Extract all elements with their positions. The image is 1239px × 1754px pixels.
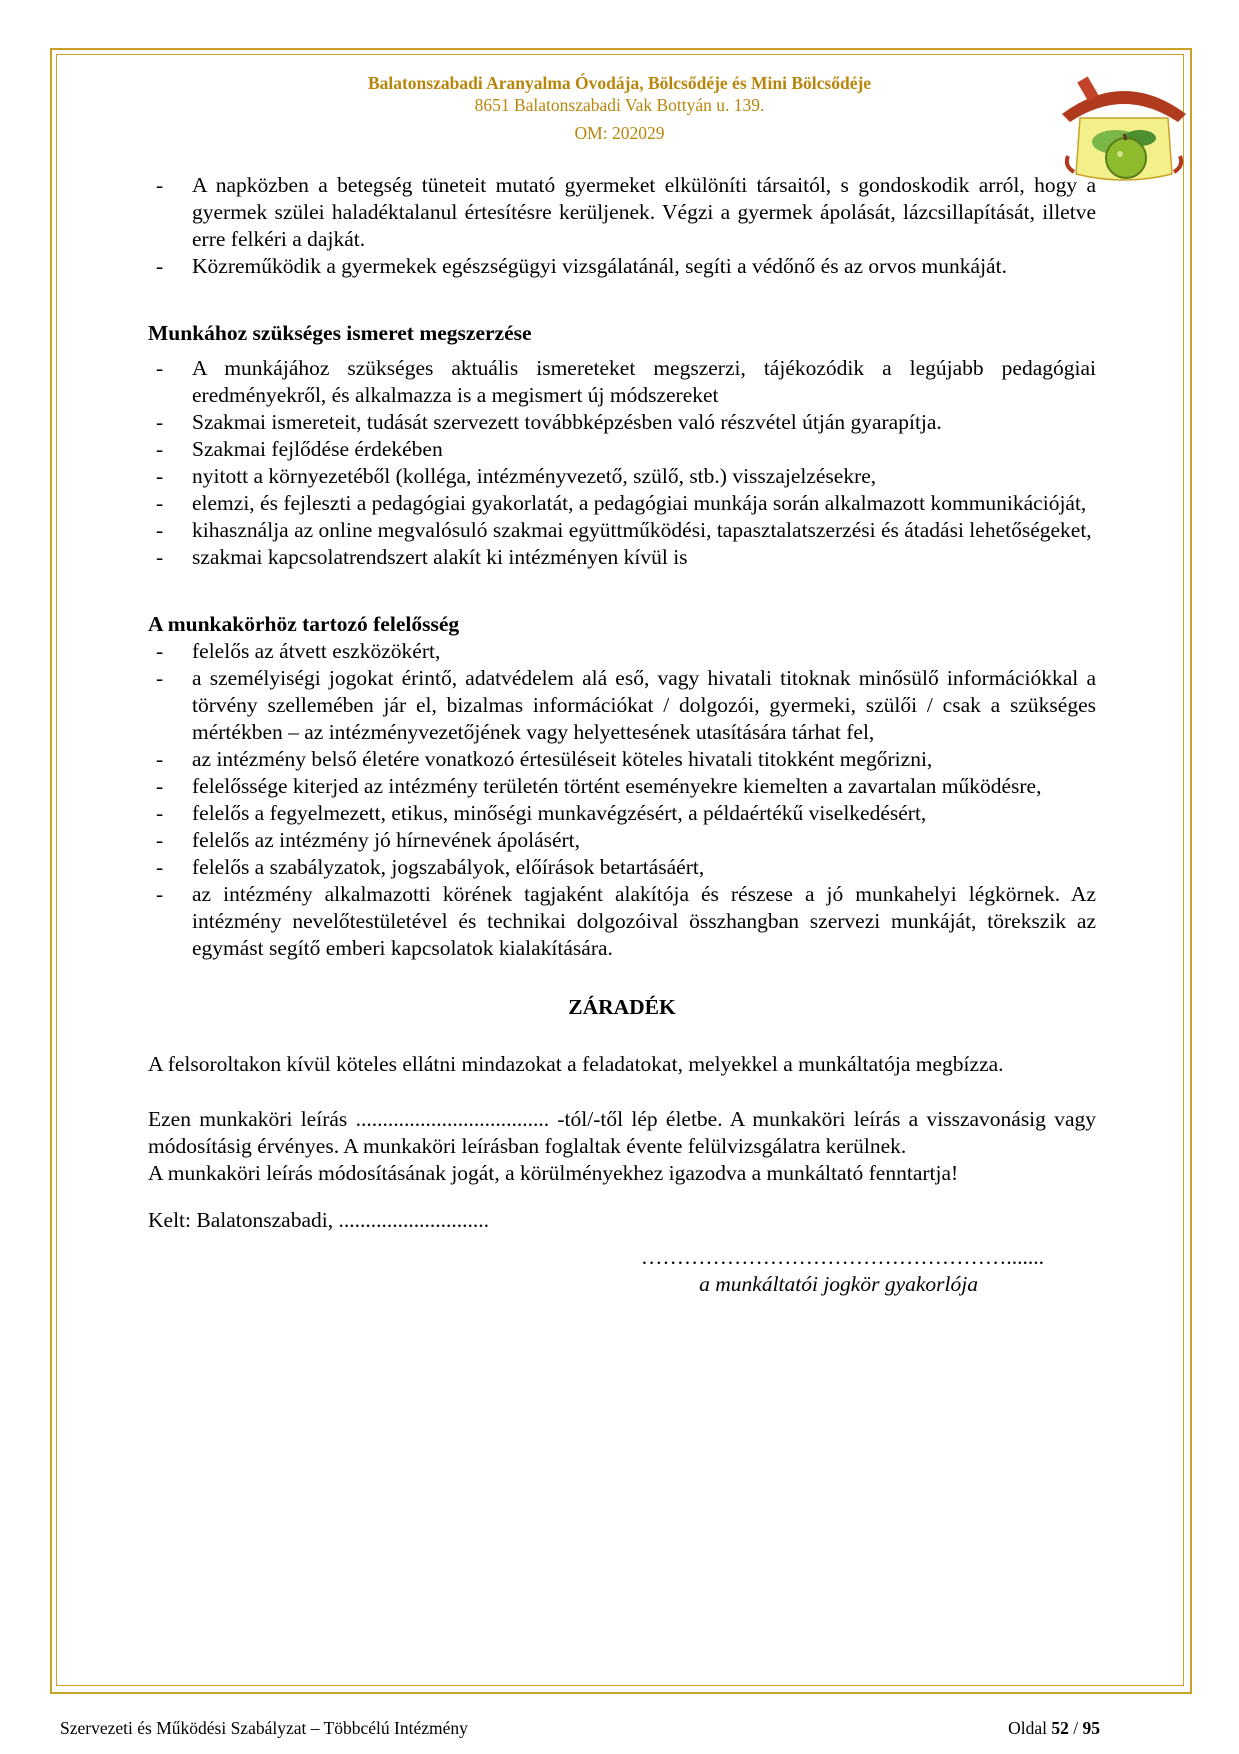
responsibility-list	[148, 638, 1096, 962]
page-label: Oldal	[1008, 1718, 1047, 1738]
institution-name: Balatonszabadi Aranyalma Óvodája, Bölcsődéje és Mini Bölcsődéje	[367, 73, 872, 93]
institution-om: OM: 202029	[574, 123, 665, 143]
institution-address: 8651 Balatonszabadi Vak Bottyán u. 139.	[474, 95, 765, 115]
page-total: 95	[1082, 1718, 1100, 1738]
page-separator: /	[1068, 1718, 1083, 1738]
list-item: - elemzi, és fejleszti a pedagógiai gyakorlatát, a pedagógiai munkája során alkalmazott kommunikációját,	[148, 490, 1096, 517]
list-item: - A munkájához szükséges aktuális ismereteket megszerzi, tájékozódik a legújabb pedagógiai eredményekről, és alkalmazza is a megismert új módszereket	[148, 355, 1096, 409]
zaradek-paragraph-1: A felsoroltakon kívül köteles ellátni mindazokat a feladatokat, melyekkel a munkáltatója megbízza.	[148, 1052, 1004, 1076]
list-item: - A napközben a betegség tüneteit mutató gyermeket elkülöníti társaitól, s gondoskodik arról, hogy a gyermek szülei haladéktalanul értesítésre kerüljenek. Végzi a gyermek ápolását, lázcsillapítását, illetve erre felkéri a dajkát.	[148, 172, 1096, 253]
kelt-line: Kelt: Balatonszabadi, ............................	[148, 1208, 489, 1232]
list-item: - Közreműködik a gyermekek egészségügyi vizsgálatánál, segíti a védőnő és az orvos munkáját.	[148, 253, 1096, 280]
knowledge-list	[148, 355, 1096, 571]
list-item: - az intézmény alkalmazotti körének tagjaként alakítója és részese a jó munkahelyi légkörnek. Az intézmény nevelőtestületével és technikai dolgozóival összhangban szervezi munkáját, törekszik az egymást segítő emberi kapcsolatok kialakítására.	[148, 881, 1096, 962]
list-item: - a személyiségi jogokat érintő, adatvédelem alá eső, vagy hivatali titoknak minősülő információkkal a törvény szellemében jár el, bizalmas információkat / dolgozói, gyermeki, szülői / csak a szükséges mértékben – az intézményvezetőjének vagy helyettesének utasítására tárhat fel,	[148, 665, 1096, 746]
list-item: - felelős a fegyelmezett, etikus, minőségi munkavégzésért, a példaértékű viselkedésért,	[148, 800, 1096, 827]
footer-page-number	[1008, 1718, 1100, 1738]
list-item: - szakmai kapcsolatrendszert alakít ki intézményen kívül is	[148, 544, 1096, 571]
section-heading-knowledge: Munkához szükséges ismeret megszerzése	[148, 321, 532, 345]
list-item: - felelőssége kiterjed az intézmény területén történt eseményekre kiemelten a zavartalan működésre,	[148, 773, 1096, 800]
zaradek-paragraph-2: Ezen munkaköri leírás .................................... -tól/-től lép életbe. A munkaköri leírás a visszavonásig vagy módosításig érvényes. A munkaköri leírásban foglaltak évente felülvizsgálatra kerülnek.	[148, 1107, 1096, 1158]
list-item: - Szakmai ismereteit, tudását szervezett továbbképzésben való részvétel útján gyarapítja.	[148, 409, 1096, 436]
list-item: - Szakmai fejlődése érdekében	[148, 436, 1096, 463]
signature-line: …………………………………………….......	[640, 1245, 1044, 1269]
list-item: - az intézmény belső életére vonatkozó értesüléseit köteles hivatali titokként megőrizni,	[148, 746, 1096, 773]
list-item: - felelős az átvett eszközökért,	[148, 638, 1096, 665]
list-item: - felelős az intézmény jó hírnevének ápolásért,	[148, 827, 1096, 854]
page-current: 52	[1051, 1718, 1069, 1738]
section-heading-responsibility: A munkakörhöz tartozó felelősség	[148, 612, 460, 636]
signature-role: a munkáltatói jogkör gyakorlója	[699, 1272, 978, 1296]
footer-document-title: Szervezeti és Működési Szabályzat – Többcélú Intézmény	[60, 1718, 468, 1738]
list-item: - kihasználja az online megvalósuló szakmai együttműködési, tapasztalatszerzési és átadási lehetőségeket,	[148, 517, 1096, 544]
zaradek-paragraph-3: A munkaköri leírás módosításának jogát, a körülményekhez igazodva a munkáltató fenntartja!	[148, 1161, 959, 1185]
zaradek-title: ZÁRADÉK	[568, 995, 676, 1019]
list-item: - nyitott a környezetéből (kolléga, intézményvezető, szülő, stb.) visszajelzésekre,	[148, 463, 1096, 490]
list-item: - felelős a szabályzatok, jogszabályok, előírások betartásáért,	[148, 854, 1096, 881]
document-body	[148, 172, 1096, 1298]
intro-list	[148, 172, 1096, 280]
